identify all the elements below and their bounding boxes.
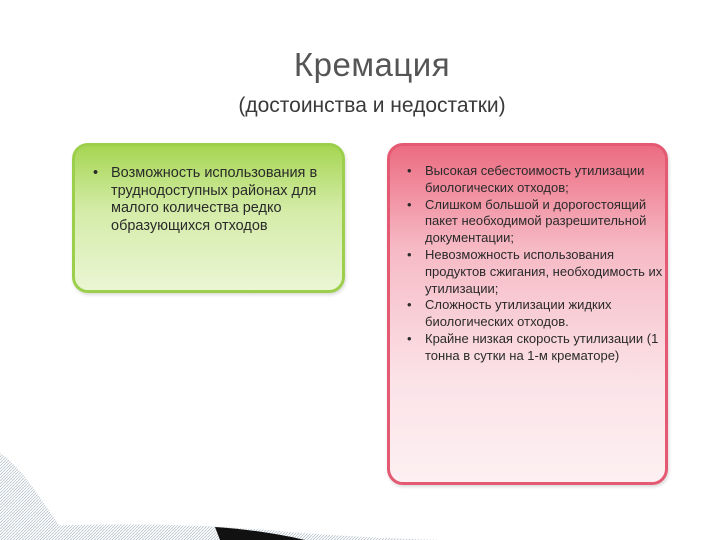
list-item [403, 163, 665, 197]
bullet-icon: • [407, 297, 412, 313]
slide-title: Кремация [293, 46, 451, 83]
advantages-list [89, 165, 339, 235]
list-item-text: Возможность использования в труднодоступных районах для малого количества редко образующихся отходов [111, 165, 318, 234]
list-item [403, 197, 665, 247]
disadvantages-box [387, 143, 668, 485]
bullet-icon: • [407, 246, 412, 262]
list-item [403, 297, 665, 331]
list-item [403, 331, 665, 365]
corner-decoration [0, 445, 440, 540]
bullet-icon: • [407, 330, 412, 346]
list-item [403, 247, 665, 297]
list-item-text: Слишком большой и дорогостоящий пакет необходимой разрешительной документации; [425, 196, 647, 246]
list-item [89, 165, 339, 235]
list-item-text: Крайне низкая скорость утилизации (1 тонна в сутки на 1-м крематоре) [425, 330, 659, 363]
bullet-icon: • [407, 163, 412, 178]
list-item-text: Высокая себестоимость утилизации биологических отходов; [425, 163, 645, 195]
bullet-icon: • [407, 196, 412, 212]
list-item-text: Сложность утилизации жидких биологических отходов. [425, 297, 612, 330]
bullet-icon: • [93, 165, 99, 181]
slide-subtitle: (достоинства и недостатки) [238, 94, 506, 117]
advantages-box [72, 143, 345, 293]
disadvantages-list [403, 163, 665, 365]
list-item-text: Невозможность использования продуктов сжигания, необходимость их утилизации; [425, 246, 663, 296]
